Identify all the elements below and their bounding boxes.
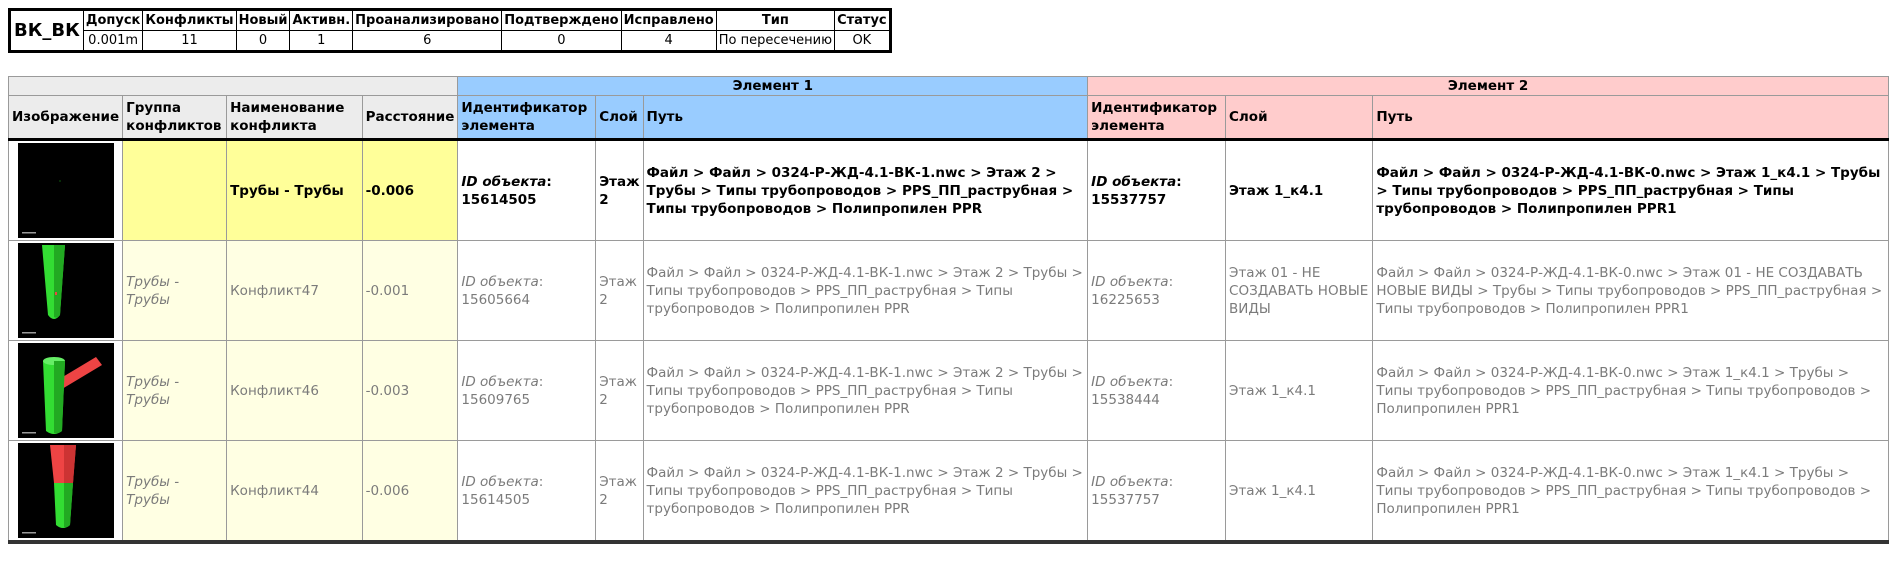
element2-header: Элемент 2 — [1088, 77, 1889, 96]
clash-image-cell — [9, 341, 123, 441]
id-label: ID объекта — [1091, 373, 1169, 390]
clash-thumbnail[interactable] — [18, 243, 114, 338]
e2-id-cell: ID объекта: 16225653 — [1088, 241, 1226, 341]
e1-id-cell: ID объекта: 15609765 — [458, 341, 596, 441]
summary-value-tolerance: 0.001m — [83, 31, 143, 52]
distance-cell: -0.006 — [362, 140, 458, 241]
col-header-clash-name: Наименование конфликта — [227, 96, 363, 140]
summary-value-active: 1 — [290, 31, 353, 52]
e1-layer-cell: Этаж 2 — [596, 241, 643, 341]
e1-path-cell: Файл > Файл > 0324-Р-ЖД-4.1-ВК-1.nwc > Этаж 2 > Трубы > Типы трубопроводов > PPS_ПП_раструбная > Типы трубопроводов > Полипропилен PPR — [643, 241, 1088, 341]
column-header-row — [9, 96, 1889, 140]
group-cell: Трубы - Трубы — [123, 341, 227, 441]
summary-value-status: OK — [835, 31, 891, 52]
clash-name-cell: Конфликт46 — [227, 341, 363, 441]
id-label: ID объекта — [461, 173, 547, 190]
e2-id-value: 15538444 — [1091, 391, 1160, 408]
col-header-e2-path: Путь — [1373, 96, 1889, 140]
group-header-blank — [9, 77, 458, 96]
e1-path-cell: Файл > Файл > 0324-Р-ЖД-4.1-ВК-1.nwc > Этаж 2 > Трубы > Типы трубопроводов > PPS_ПП_раструбная > Типы трубопроводов > Полипропилен PPR — [643, 441, 1088, 543]
clash-name-cell: Конфликт44 — [227, 441, 363, 543]
summary-value-type: По пересечению — [716, 31, 834, 52]
e1-id-value: 15605664 — [461, 291, 531, 308]
clash-results-table — [8, 76, 1889, 544]
e1-path-cell: Файл > Файл > 0324-Р-ЖД-4.1-ВК-1.nwc > Этаж 2 > Трубы > Типы трубопроводов > PPS_ПП_раструбная > Типы трубопроводов > Полипропилен PPR — [643, 140, 1088, 241]
col-header-e2-id: Идентификатор элемента — [1088, 96, 1226, 140]
summary-value-approved: 0 — [502, 31, 621, 52]
clash-thumbnail[interactable] — [18, 143, 114, 238]
summary-header-clashes: Конфликты — [143, 10, 236, 31]
e2-id-cell: ID объекта: 15537757 — [1088, 140, 1226, 241]
summary-value-resolved: 4 — [621, 31, 716, 52]
distance-cell: -0.006 — [362, 441, 458, 543]
e1-id-cell: ID объекта: 15614505 — [458, 140, 596, 241]
clash-row[interactable] — [9, 341, 1889, 441]
col-header-e1-layer: Слой — [596, 96, 643, 140]
summary-value-new: 0 — [236, 31, 290, 52]
e1-path-cell: Файл > Файл > 0324-Р-ЖД-4.1-ВК-1.nwc > Этаж 2 > Трубы > Типы трубопроводов > PPS_ПП_раструбная > Типы трубопроводов > Полипропилен PPR — [643, 341, 1088, 441]
e1-id-value: 15614505 — [461, 491, 531, 508]
id-label: ID объекта — [461, 273, 539, 290]
e1-layer-cell: Этаж 2 — [596, 441, 643, 543]
summary-header-reviewed: Проанализировано — [353, 10, 502, 31]
summary-header-active: Активн. — [290, 10, 353, 31]
group-cell — [123, 140, 227, 241]
clash-name-cell: Трубы - Трубы — [227, 140, 363, 241]
id-label: ID объекта — [1091, 173, 1177, 190]
clash-row[interactable] — [9, 241, 1889, 341]
distance-cell: -0.001 — [362, 241, 458, 341]
element-group-header-row — [9, 77, 1889, 96]
col-header-e1-id: Идентификатор элемента — [458, 96, 596, 140]
clash-name-cell: Конфликт47 — [227, 241, 363, 341]
e2-id-value: 15537757 — [1091, 491, 1160, 508]
e1-id-cell: ID объекта: 15614505 — [458, 441, 596, 543]
test-summary-table — [8, 8, 892, 53]
clash-row[interactable] — [9, 441, 1889, 543]
e2-layer-cell: Этаж 1_к4.1 — [1226, 341, 1373, 441]
col-header-distance: Расстояние — [362, 96, 458, 140]
e2-id-cell: ID объекта: 15538444 — [1088, 341, 1226, 441]
summary-header-approved: Подтверждено — [502, 10, 621, 31]
clash-thumbnail[interactable] — [18, 343, 114, 438]
e1-id-cell: ID объекта: 15605664 — [458, 241, 596, 341]
clash-image-cell — [9, 441, 123, 543]
e2-path-cell: Файл > Файл > 0324-Р-ЖД-4.1-ВК-0.nwc > Этаж 01 - НЕ СОЗДАВАТЬ НОВЫЕ ВИДЫ > Трубы > Типы трубопроводов > PPS_ПП_раструбная > Типы трубопроводов > Полипропилен PPR1 — [1373, 241, 1889, 341]
e2-path-cell: Файл > Файл > 0324-Р-ЖД-4.1-ВК-0.nwc > Этаж 1_к4.1 > Трубы > Типы трубопроводов > PPS_ПП_раструбная > Типы трубопроводов > Полипропилен PPR1 — [1373, 140, 1889, 241]
summary-header-type: Тип — [716, 10, 834, 31]
e1-layer-cell: Этаж 2 — [596, 140, 643, 241]
summary-header-resolved: Исправлено — [621, 10, 716, 31]
distance-cell: -0.003 — [362, 341, 458, 441]
e1-id-value: 15609765 — [461, 391, 531, 408]
element1-header: Элемент 1 — [458, 77, 1088, 96]
summary-header-status: Статус — [835, 10, 891, 31]
summary-header-new: Новый — [236, 10, 290, 31]
e1-id-value: 15614505 — [461, 191, 537, 208]
e2-layer-cell: Этаж 1_к4.1 — [1226, 140, 1373, 241]
summary-header-row — [10, 10, 891, 31]
id-label: ID объекта — [461, 373, 539, 390]
e1-layer-cell: Этаж 2 — [596, 341, 643, 441]
col-header-e2-layer: Слой — [1226, 96, 1373, 140]
summary-value-clashes: 11 — [143, 31, 236, 52]
summary-value-row — [10, 31, 891, 52]
clash-group-row[interactable] — [9, 140, 1889, 241]
clash-thumbnail[interactable] — [18, 443, 114, 538]
group-cell: Трубы - Трубы — [123, 241, 227, 341]
summary-value-reviewed: 6 — [353, 31, 502, 52]
e2-path-cell: Файл > Файл > 0324-Р-ЖД-4.1-ВК-0.nwc > Этаж 1_к4.1 > Трубы > Типы трубопроводов > PPS_ПП_раструбная > Типы трубопроводов > Полипропилен PPR1 — [1373, 341, 1889, 441]
group-cell: Трубы - Трубы — [123, 441, 227, 543]
e2-path-cell: Файл > Файл > 0324-Р-ЖД-4.1-ВК-0.nwc > Этаж 1_к4.1 > Трубы > Типы трубопроводов > PPS_ПП_раструбная > Типы трубопроводов > Полипропилен PPR1 — [1373, 441, 1889, 543]
col-header-group: Группа конфликтов — [123, 96, 227, 140]
test-name: ВК_ВК — [10, 10, 84, 52]
col-header-e1-path: Путь — [643, 96, 1088, 140]
summary-header-tolerance: Допуск — [83, 10, 143, 31]
e2-layer-cell: Этаж 1_к4.1 — [1226, 441, 1373, 543]
clash-image-cell — [9, 241, 123, 341]
col-header-image: Изображение — [9, 96, 123, 140]
e2-id-cell: ID объекта: 15537757 — [1088, 441, 1226, 543]
clash-image-cell — [9, 140, 123, 241]
e2-id-value: 16225653 — [1091, 291, 1160, 308]
e2-layer-cell: Этаж 01 - НЕ СОЗДАВАТЬ НОВЫЕ ВИДЫ — [1226, 241, 1373, 341]
id-label: ID объекта — [461, 473, 539, 490]
id-label: ID объекта — [1091, 473, 1169, 490]
e2-id-value: 15537757 — [1091, 191, 1167, 208]
id-label: ID объекта — [1091, 273, 1169, 290]
